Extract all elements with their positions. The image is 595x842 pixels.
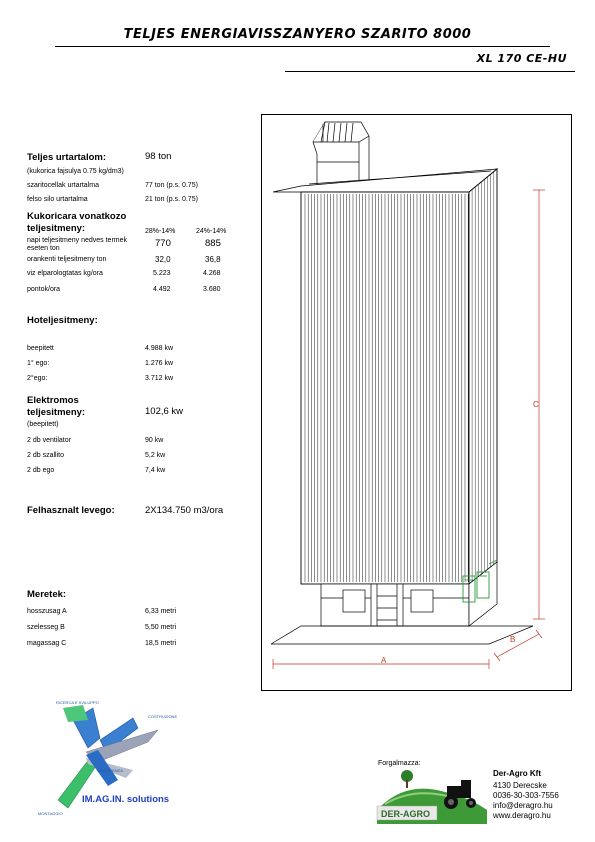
- distributor-email[interactable]: info@deragro.hu: [493, 801, 553, 810]
- perf-row-label: pontok/ora: [27, 286, 61, 293]
- moisture-col-1: 28%-14%: [145, 228, 176, 235]
- logo-text-construction: COSTRUZIONE: [148, 714, 178, 719]
- perf-row-label: viz elparologtatas kg/ora: [27, 270, 103, 277]
- logo-text-assembly: MONTAGGIO: [38, 811, 63, 816]
- logo-brand-text: DER-AGRO: [381, 809, 430, 819]
- perf-row-value: 770: [155, 238, 171, 249]
- electric-total-value: 102,6 kw: [145, 406, 184, 417]
- heat-row-value: 4.988 kw: [145, 345, 174, 352]
- electric-row-label: 2 db ventilator: [27, 437, 71, 444]
- model-code: XL 170 CE-HU: [476, 52, 567, 65]
- distributor-website[interactable]: www.deragro.hu: [493, 811, 551, 820]
- cells-capacity-value: 77 ton (p.s. 0.75): [145, 182, 198, 189]
- dimension-b-line: [494, 630, 542, 661]
- perf-row-label: napi teljesitmeny nedves termek eseten ton: [27, 237, 127, 252]
- imagin-logo: [38, 700, 218, 825]
- dimension-row-value: 18,5 metri: [145, 640, 177, 647]
- perf-row-value: 5.223: [153, 270, 171, 277]
- distributor-address: 4130 Derecske: [493, 781, 547, 790]
- distributor-company: Der-Agro Kft: [493, 769, 541, 778]
- document-title: TELJES ENERGIAVISSZANYERO SZARITO 8000: [123, 27, 472, 42]
- dimension-c-label: C: [533, 400, 539, 409]
- electric-row-value: 90 kw: [145, 437, 164, 444]
- density-note: (kukorica fajsulya 0.75 kg/dm3): [27, 168, 124, 175]
- electric-heading-2: teljesitmeny:: [27, 407, 86, 418]
- logo-green-top: [63, 705, 88, 722]
- dimension-row-label: szelesseg B: [27, 624, 65, 631]
- electric-row-value: 5,2 kw: [145, 452, 166, 459]
- dimension-row-value: 5,50 metri: [145, 624, 177, 631]
- heat-row-label: 2°ego:: [27, 375, 48, 382]
- performance-heading-1: Kukoricara vonatkozo: [27, 211, 127, 222]
- air-label: Felhasznalt levego:: [27, 505, 115, 516]
- dryer-roof: [273, 169, 497, 192]
- ground-plane: [271, 626, 533, 644]
- dimension-row-label: hosszusag A: [27, 608, 67, 615]
- perf-row-value: 4.492: [153, 286, 171, 293]
- heat-row-label: beepitett: [27, 345, 54, 352]
- upper-silo-label: felso silo urtartalma: [27, 196, 88, 203]
- total-capacity-value: 98 ton: [145, 151, 172, 162]
- electric-row-label: 2 db szallito: [27, 452, 64, 459]
- top-duct: [313, 122, 369, 186]
- electric-note: (beepitett): [27, 421, 59, 428]
- air-value: 2X134.750 m3/ora: [145, 505, 224, 516]
- electric-heading-1: Elektromos: [27, 395, 79, 406]
- cells-capacity-label: szaritocellak urtartalma: [27, 182, 99, 189]
- imagin-company-name: IM.AG.IN. solutions: [82, 794, 170, 805]
- model-underline: [285, 71, 575, 72]
- title-underline: [55, 46, 550, 47]
- total-capacity-label: Teljes urtartalom:: [27, 152, 107, 163]
- upper-silo-value: 21 ton (p.s. 0.75): [145, 196, 198, 203]
- perf-row-value: 32,0: [155, 255, 171, 264]
- performance-heading-2: teljesitmeny:: [27, 223, 86, 234]
- der-agro-logo: [375, 770, 490, 828]
- dryer-body-side: [469, 169, 497, 584]
- dimensions-heading: Meretek:: [27, 589, 67, 600]
- dimension-row-value: 6,33 metri: [145, 608, 177, 615]
- heat-row-value: 3.712 kw: [145, 375, 174, 382]
- distributor-phone: 0036-30-303-7556: [493, 791, 559, 800]
- perf-row-label: orankenti teljesitmeny ton: [27, 256, 107, 263]
- heat-row-label: 1° ego:: [27, 360, 50, 367]
- heat-heading: Hoteljesitmeny:: [27, 315, 98, 326]
- dryer-drawing: [261, 114, 572, 691]
- electric-row-value: 7,4 kw: [145, 467, 166, 474]
- dimension-row-label: magassag C: [27, 640, 67, 647]
- dimension-b-label: B: [510, 635, 516, 644]
- dimension-a-label: A: [381, 656, 387, 665]
- logo-text-research: RICERCA E SVILUPPO: [56, 700, 99, 705]
- heat-row-value: 1.276 kw: [145, 360, 174, 367]
- distributor-label: Forgalmazza:: [378, 760, 421, 767]
- perf-row-value: 885: [205, 238, 221, 249]
- logo-text-assistance: ASSISTENZA: [98, 768, 123, 773]
- perf-row-value: 36,8: [205, 255, 221, 264]
- perf-row-value: 3.680: [203, 286, 221, 293]
- perf-row-value: 4.268: [203, 270, 221, 277]
- moisture-col-2: 24%-14%: [196, 228, 227, 235]
- electric-row-label: 2 db ego: [27, 467, 55, 474]
